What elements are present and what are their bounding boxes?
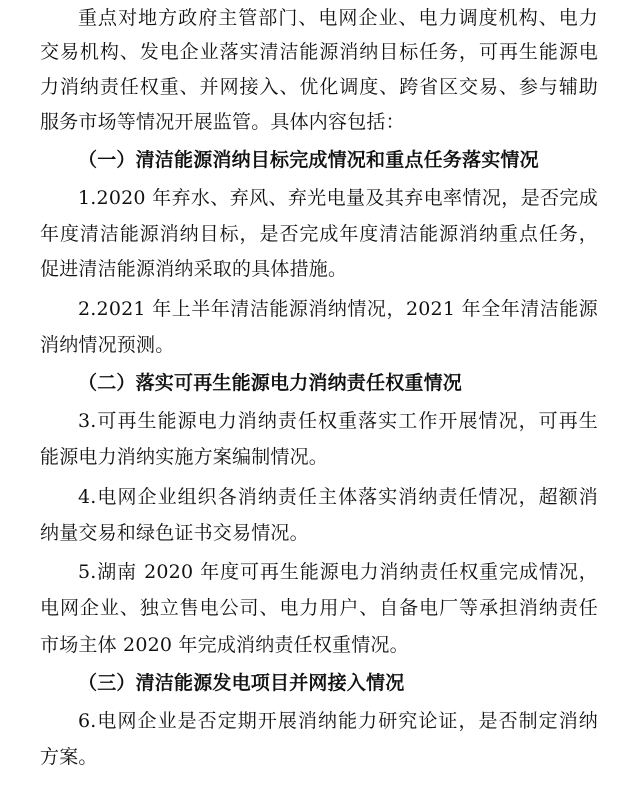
section-3-heading: （三）清洁能源发电项目并网接入情况 [78,672,405,694]
item-1-line-1: 1.2020 年弃水、弃风、弃光电量及其弃电率情况，是否完成 [78,187,598,209]
item-2-line-1: 2.2021 年上半年清洁能源消纳情况，2021 年全年清洁能源 [78,298,598,320]
item-5-line-2: 电网企业、独立售电公司、电力用户、自备电厂等承担消纳责任 [40,597,598,619]
section-2-heading: （二）落实可再生能源电力消纳责任权重情况 [78,372,463,394]
item-6-line-1: 6.电网企业是否定期开展消纳能力研究论证，是否制定消纳 [78,710,598,732]
intro-line-4: 服务市场等情况开展监管。具体内容包括： [40,111,405,133]
item-5-line-1: 5.湖南 2020 年度可再生能源电力消纳责任权重完成情况， [78,561,598,583]
intro-line-3: 力消纳责任权重、并网接入、优化调度、跨省区交易、参与辅助 [40,76,598,98]
item-6-line-2: 方案。 [40,746,98,768]
item-1-line-2: 年度清洁能源消纳目标，是否完成年度清洁能源消纳重点任务， [40,223,598,245]
item-4-line-2: 纳量交易和绿色证书交易情况。 [40,522,309,544]
item-1-line-3: 促进清洁能源消纳采取的具体措施。 [40,258,348,280]
item-3-line-2: 能源电力消纳实施方案编制情况。 [40,446,329,468]
item-2-line-2: 消纳情况预测。 [40,334,175,356]
item-4-line-1: 4.电网企业组织各消纳责任主体落实消纳责任情况，超额消 [78,486,598,508]
item-3-line-1: 3.可再生能源电力消纳责任权重落实工作开展情况，可再生 [78,410,598,432]
intro-line-2: 交易机构、发电企业落实清洁能源消纳目标任务，可再生能源电 [40,41,598,63]
item-5-line-3: 市场主体 2020 年完成消纳责任权重情况。 [40,634,409,656]
intro-line-1: 重点对地方政府主管部门、电网企业、电力调度机构、电力 [78,7,598,29]
section-1-heading: （一）清洁能源消纳目标完成情况和重点任务落实情况 [78,149,539,171]
